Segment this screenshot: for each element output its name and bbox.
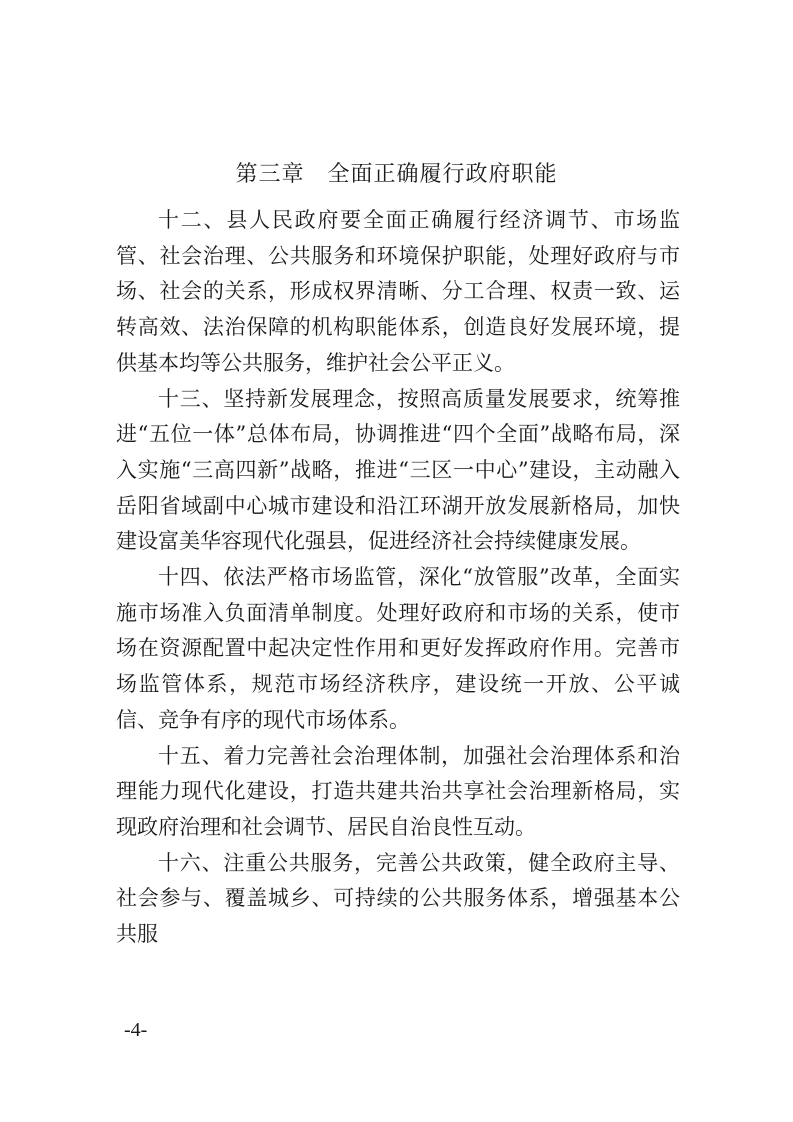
document-body: [116, 203, 680, 953]
paragraph-14: 十四、依法严格市场监管，深化“放管服”改革，全面实施市场准入负面清单制度。处理好政府和市场的关系，使市场在资源配置中起决定性作用和更好发挥政府作用。完善市场监管体系，规范市场经济秩序，建设统一开放、公平诚信、竞争有序的现代市场体系。: [116, 565, 680, 732]
paragraph-12: 十二、县人民政府要全面正确履行经济调节、市场监管、社会治理、公共服务和环境保护职能，处理好政府与市场、社会的关系，形成权界清晰、分工合理、权责一致、运转高效、法治保障的机构职能体系，创造良好发展环境，提供基本均等公共服务，维护社会公平正义。: [116, 208, 680, 375]
paragraph-15: 十五、着力完善社会治理体制，加强社会治理体系和治理能力现代化建设，打造共建共治共享社会治理新格局，实现政府治理和社会调节、居民自治良性互动。: [116, 743, 680, 839]
chapter-title: 第三章 全面正确履行政府职能: [235, 162, 558, 187]
page-number: -4-: [124, 1019, 148, 1041]
paragraph-13: 十三、坚持新发展理念，按照高质量发展要求，统筹推进“五位一体”总体布局，协调推进“四个全面”战略布局，深入实施“三高四新”战略，推进“三区一中心”建设，主动融入岳阳省域副中心城市建设和沿江环湖开放发展新格局，加快建设富美华容现代化强县，促进经济社会持续健康发展。: [116, 386, 680, 554]
paragraph-16: 十六、注重公共服务，完善公共政策，健全政府主导、社会参与、覆盖城乡、可持续的公共服务体系，增强基本公共服: [116, 850, 680, 947]
